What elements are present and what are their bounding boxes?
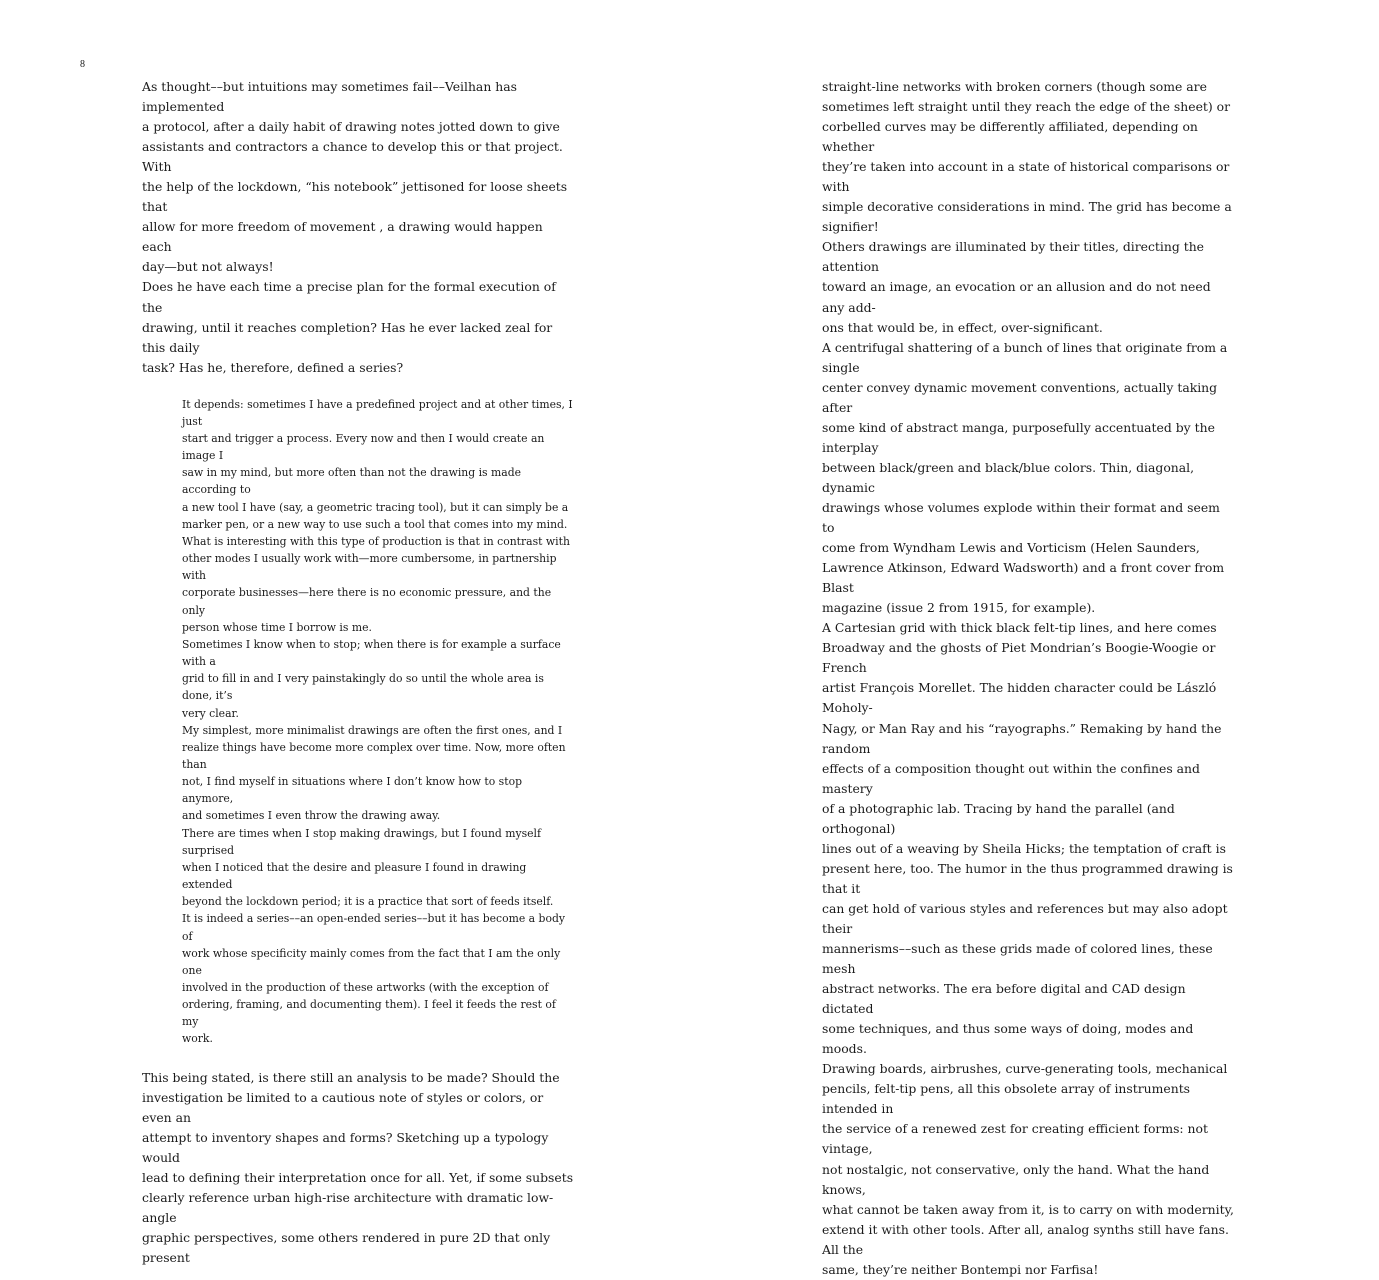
page-number: 8 [80,59,85,70]
quote-paragraph: There are times when I stop making drawings, but I found myself surprised when I noticed that the desire and pleasure I found in drawing extended beyond the lockdown period; it is a practice that sort of feeds itself. [182,826,554,909]
body-paragraph: Does he have each time a precise plan for the formal execution of the drawing, until it reaches completion? Has he ever lacked zeal for this daily task? Has he, therefore, defined a series? [142,279,556,375]
body-paragraph: As thought––but intuitions may sometimes fail––Veilhan has implemented a protocol, after a daily habit of drawing notes jotted down to give assistants and contractors a chance to develop this or that project. With the help of the lockdown, “his notebook” jettisoned for loose sheets that allow for more freedom of movement , a drawing would happen each day—but not always! [142,79,568,275]
quote-paragraph: It depends: sometimes I have a predefined project and at other times, I just start and trigger a process. Every now and then I would create an image I saw in my mind, but more often than not the drawing is made according to a new tool I have (say, a geometric tracing tool), but it can simply be a marker pen, or a new way to use such a tool that comes into my mind. [182,397,573,531]
left-column [142,77,574,1268]
body-paragraph: This being stated, is there still an analysis to be made? Should the investigation be limited to a cautious note of styles or colors, or even an attempt to inventory shapes and forms? Sketching up a typology would lead to defining their interpretation once for all. Yet, if some subsets clearly reference urban high-rise architecture with dramatic low-angle graphic perspectives, some others rendered in pure 2D that only present [142,1069,574,1266]
body-paragraph: straight-line networks with broken corners (though some are sometimes left straight until they reach the edge of the sheet) or corbelled curves may be differently affiliated, depending on whether they’re taken into account in a state of historical comparisons or with simple decorative considerations in mind. The grid has become a signifier! [822,79,1232,235]
body-paragraph: A centrifugal shattering of a bunch of lines that originate from a single center convey dynamic movement conventions, actually taking after some kind of abstract manga, purposefully accentuated by the interplay between black/green and black/blue colors. Thin, diagonal, dynamic drawings whose volumes explode within their format and seem to come from Wyndham Lewis and Vorticism (Helen Saunders, Lawrence Atkinson, Edward Wadsworth) and a front cover from Blast magazine (issue 2 from 1915, for example). [822,339,1228,616]
quote-paragraph: What is interesting with this type of production is that in contrast with other modes I usually work with—more cumbersome, in partnership with corporate businesses—here there is no economic pressure, and the only person whose time I borrow is me. [182,534,570,634]
body-paragraph: A Cartesian grid with thick black felt-tip lines, and here comes Broadway and the ghosts of Piet Mondrian’s Boogie-Woogie or French artist François Morellet. The hidden character could be László Moholy- Nagy, or Man Ray and his “rayographs.” Remaking by hand the random effects of a composition thought out within the confines and mastery of a photographic lab. Tracing by hand the parallel (and orthogonal) lines out of a weaving by Sheila Hicks; the temptation of craft is present here, too. The humor in the thus programmed drawing is that it can get hold of various styles and references but may also adopt their mannerisms––such as these grids made of colored lines, these mesh abstract networks. The era before digital and CAD design dictated some techniques, and thus some ways of doing, modes and moods. Drawing boards, airbrushes, curve-generating tools, mechanical pencils, felt-tip pens, all this obsolete array of instruments intended in the service of a renewed zest for creating efficient forms: not vintage, not nostalgic, not conservative, only the hand. What the hand knows, what cannot be taken away from it, is to carry on with modernity, extend it with other tools. After all, analog synths still have fans. All the same, they’re neither Bontempi nor Farfisa! [822,620,1234,1277]
quote-paragraph: My simplest, more minimalist drawings are often the first ones, and I realize things have become more complex over time. Now, more often than not, I find myself in situations where I don’t know how to stop anymore, and sometimes I even throw the drawing away. [182,723,566,823]
quote-paragraph: It is indeed a series––an open-ended series––but it has become a body of work whose specificity mainly comes from the fact that I am the only one involved in the production of these artworks (with the exception of ordering, framing, and documenting them). I feel it feeds the rest of my work. [182,912,565,1046]
block-quote [182,396,574,1048]
body-paragraph: Others drawings are illuminated by their titles, directing the attention toward an image, an evocation or an allusion and do not need any add- ons that would be, in effect, over-significant. [822,239,1211,335]
quote-paragraph: Sometimes I know when to stop; when there is for example a surface with a grid to fill in and I very painstakingly do so until the whole area is done, it’s very clear. [182,637,561,720]
right-column [822,77,1236,1280]
